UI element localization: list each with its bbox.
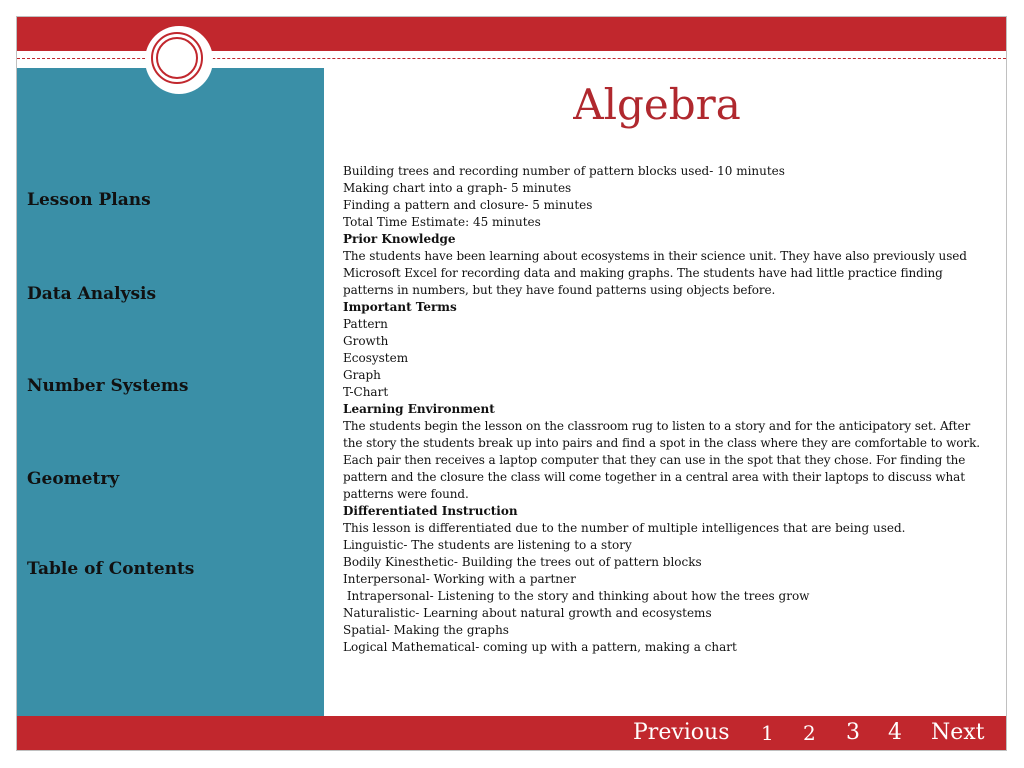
term-item: Pattern: [343, 317, 388, 331]
learning-environment-text: The students begin the lesson on the classroom rug to listen to a story and for the anticipatory set. After the story the students break up into pairs and find a spot in the class where they are comfortable to work. Each pair then receives a laptop computer that they can use in the spot that they chose. For finding the pattern and the closure the class will come together in a central area with their laptops to discuss what patterns were found.: [343, 419, 980, 501]
sidebar-item-data-analysis[interactable]: Data Analysis: [27, 284, 157, 304]
section-heading-learning-environment: Learning Environment: [343, 402, 495, 416]
text-line: Intrapersonal- Listening to the story and thinking about how the trees grow: [343, 589, 810, 603]
term-item: T-Chart: [343, 385, 389, 399]
section-heading-important-terms: Important Terms: [343, 300, 457, 314]
term-item: Ecosystem: [343, 351, 409, 365]
page-link-3[interactable]: 3: [846, 720, 860, 745]
sidebar-item-number-systems[interactable]: Number Systems: [27, 376, 189, 396]
text-line: Finding a pattern and closure- 5 minutes: [343, 198, 593, 212]
text-line: Spatial- Making the graphs: [343, 623, 509, 637]
term-item: Graph: [343, 368, 381, 382]
sidebar-item-geometry[interactable]: Geometry: [27, 469, 120, 489]
prior-knowledge-text: The students have been learning about ecosystems in their science unit. They have also previously used Microsoft Excel for recording data and making graphs. The students have had little practice finding patterns in numbers, but they have found patterns using objects before.: [343, 249, 967, 297]
emblem-inner-ring: [156, 37, 198, 79]
text-line: Interpersonal- Working with a partner: [343, 572, 576, 586]
text-line: Total Time Estimate: 45 minutes: [343, 215, 541, 229]
page-link-4[interactable]: 4: [888, 720, 902, 745]
term-item: Growth: [343, 334, 389, 348]
text-line: Naturalistic- Learning about natural growth and ecosystems: [343, 606, 712, 620]
page-title: Algebra: [573, 80, 741, 129]
text-line: Linguistic- The students are listening to a story: [343, 538, 632, 552]
previous-link[interactable]: Previous: [633, 720, 730, 745]
text-line: Building trees and recording number of pattern blocks used- 10 minutes: [343, 164, 785, 178]
lesson-content: [343, 163, 988, 656]
next-link[interactable]: Next: [931, 720, 985, 745]
page-link-1[interactable]: 1: [761, 721, 774, 745]
text-line: Bodily Kinesthetic- Building the trees out of pattern blocks: [343, 555, 702, 569]
sidebar-item-table-of-contents[interactable]: Table of Contents: [27, 559, 195, 579]
text-line: This lesson is differentiated due to the number of multiple intelligences that are being used.: [343, 521, 906, 535]
sidebar-item-lesson-plans[interactable]: Lesson Plans: [27, 190, 151, 210]
text-line: Making chart into a graph- 5 minutes: [343, 181, 572, 195]
section-heading-prior-knowledge: Prior Knowledge: [343, 232, 456, 246]
text-line: Logical Mathematical- coming up with a pattern, making a chart: [343, 640, 737, 654]
page-link-2[interactable]: 2: [803, 721, 816, 745]
section-heading-differentiated-instruction: Differentiated Instruction: [343, 504, 518, 518]
